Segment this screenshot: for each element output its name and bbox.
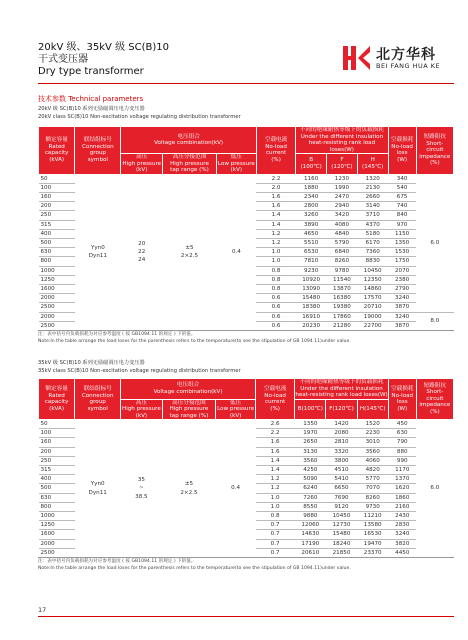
noload-current-cell: 1.6: [256, 202, 295, 211]
noload-current-cell: 0.8: [256, 284, 295, 293]
th-b: B (100℃): [296, 154, 327, 175]
loss-h-cell: 8830: [357, 257, 388, 266]
logo-cn-text: 北方华科: [376, 47, 436, 63]
group-cell: Yyn0 Dyn11: [75, 174, 121, 330]
loss-h-cell: 9730: [357, 502, 388, 511]
loss-h-cell: 2660: [357, 192, 388, 201]
loss-f-cell: 21280: [327, 321, 358, 330]
hv-cell: 35 ~ 38.5: [121, 420, 162, 558]
loss-f-cell: 6650: [326, 484, 357, 493]
noload-loss-cell: 3240: [388, 530, 416, 539]
loss-h-cell: 4060: [357, 456, 388, 465]
loss-b-cell: 20230: [296, 321, 327, 330]
capacity-cell: 400: [39, 229, 75, 238]
loss-h-cell: 19470: [357, 539, 388, 548]
loss-h-cell: 12350: [357, 275, 388, 284]
loss-f-cell: 4080: [327, 220, 358, 229]
noload-loss-cell: 2430: [388, 512, 416, 521]
table1-body: [39, 174, 454, 330]
loss-f-cell: 1990: [327, 183, 358, 192]
noload-current-cell: 1.6: [256, 438, 295, 447]
noload-current-cell: 2.2: [256, 174, 295, 183]
loss-b-cell: 1350: [295, 420, 326, 429]
loss-h-cell: 23370: [357, 548, 388, 557]
noload-loss-cell: 1370: [388, 475, 416, 484]
noload-loss-cell: 990: [388, 456, 416, 465]
loss-h-cell: 16530: [357, 530, 388, 539]
loss-b-cell: 6530: [296, 248, 327, 257]
loss-f-cell: 9780: [327, 266, 358, 275]
loss-b-cell: 3890: [296, 220, 327, 229]
impedance-cell: 6.0: [416, 174, 453, 312]
loss-h-cell: 3140: [357, 202, 388, 211]
th2-lv: 低压 Low pressure (kV): [217, 399, 255, 419]
loss-b-cell: 7260: [295, 493, 326, 502]
noload-loss-cell: 3820: [388, 539, 416, 548]
loss-b-cell: 10920: [296, 275, 327, 284]
th-hv: 高压 High pressure (kV): [122, 154, 162, 173]
capacity-cell: 2500: [39, 321, 75, 330]
table-row: [39, 420, 454, 429]
noload-loss-cell: 2790: [388, 284, 416, 293]
loss-f-cell: 21850: [326, 548, 357, 557]
capacity-cell: 400: [39, 475, 75, 484]
th-tap: 高压分接范围 High pressure tap range (%): [163, 154, 217, 175]
noload-loss-cell: 675: [388, 192, 416, 201]
table1-subtitle-cn: 20kV 级 SC(B)10 系列无励磁调压电力变压器: [38, 106, 145, 112]
capacity-cell: 1250: [39, 521, 75, 530]
loss-b-cell: 12060: [295, 521, 326, 530]
table-row: [39, 174, 454, 183]
loss-h-cell: 3560: [357, 447, 388, 456]
table2-note-cn: 注：表中括号内负载损耗为对应参考温度 ( 按 GB1094.11 的规定 ) 下的值。: [38, 559, 196, 564]
capacity-cell: 630: [39, 493, 75, 502]
loss-h-cell: 20710: [357, 303, 388, 312]
loss-b-cell: 1160: [296, 174, 327, 183]
capacity-cell: 500: [39, 484, 75, 493]
company-logo: [342, 44, 454, 74]
loss-h-cell: 3010: [357, 438, 388, 447]
th2-load-loss: 不同的绝缘耐热等级下的负载损耗 Under the different insulation heat-resisting rank load loses(W): [295, 379, 388, 398]
impedance-cell: 6.0: [416, 420, 453, 558]
th-group: 联结组标号 Connection group symbol: [75, 127, 121, 175]
hk-logo-icon: [342, 44, 372, 72]
loss-h-cell: 2230: [357, 429, 388, 438]
table2-header: [39, 379, 454, 420]
loss-b-cell: 2340: [296, 192, 327, 201]
th2-impedance: 短路阻抗 Short- circuit impedance (%): [416, 379, 453, 420]
noload-loss-cell: 540: [388, 183, 416, 192]
loss-h-cell: 6170: [357, 238, 388, 247]
hv-cell: 20 22 24: [121, 174, 163, 330]
noload-current-cell: 1.2: [256, 238, 295, 247]
logo-en-text: BEI FANG HUA KE: [376, 62, 441, 70]
noload-current-cell: 0.7: [256, 539, 295, 548]
loss-h-cell: 4370: [357, 220, 388, 229]
noload-current-cell: 0.7: [256, 548, 295, 557]
loss-h-cell: 7360: [357, 248, 388, 257]
loss-h-cell: 2130: [357, 183, 388, 192]
loss-f-cell: 3420: [327, 211, 358, 220]
capacity-cell: 1600: [39, 530, 75, 539]
noload-current-cell: 0.6: [256, 312, 295, 321]
loss-f-cell: 17860: [327, 312, 358, 321]
loss-h-cell: 14860: [357, 284, 388, 293]
capacity-cell: 250: [39, 211, 75, 220]
loss-h-cell: 17570: [357, 294, 388, 303]
loss-b-cell: 16910: [296, 312, 327, 321]
th2-voltage: 电压组合 Voltage combination(kV): [121, 379, 256, 400]
loss-b-cell: 2800: [296, 202, 327, 211]
loss-h-cell: 5180: [357, 229, 388, 238]
loss-h-cell: 8260: [357, 493, 388, 502]
noload-current-cell: 1.4: [256, 456, 295, 465]
noload-loss-cell: 840: [388, 211, 416, 220]
table1-header: [39, 127, 454, 175]
capacity-cell: 100: [39, 429, 75, 438]
noload-loss-cell: 450: [388, 420, 416, 429]
th-noload-current: 空载电流 No-load current (%): [256, 127, 295, 175]
noload-loss-cell: 1350: [388, 238, 416, 247]
noload-loss-cell: 2070: [388, 266, 416, 275]
loss-b-cell: 6240: [295, 484, 326, 493]
title-line-3: Dry type transformer: [38, 66, 144, 77]
noload-loss-cell: 3240: [388, 294, 416, 303]
loss-b-cell: 9880: [295, 512, 326, 521]
capacity-cell: 2000: [39, 312, 75, 321]
th-f: F (120℃): [327, 154, 358, 175]
th2-tap: 高压分接范围 High pressure tap range (%): [162, 399, 216, 420]
loss-f-cell: 9120: [326, 502, 357, 511]
th2-h: H(145℃): [357, 399, 388, 420]
th2-noload-loss: 空载损耗 No-load loss (W): [388, 379, 416, 420]
loss-f-cell: 11540: [327, 275, 358, 284]
capacity-cell: 200: [39, 447, 75, 456]
impedance-cell: 8.0: [416, 312, 453, 330]
loss-h-cell: 11210: [357, 512, 388, 521]
capacity-cell: 800: [39, 502, 75, 511]
table1-subtitle-en: 20kV class SC(B)10 Non-excitation voltage regulating distribution transformer: [38, 114, 241, 120]
loss-f-cell: 18240: [326, 539, 357, 548]
noload-loss-cell: 1620: [388, 484, 416, 493]
noload-loss-cell: 1530: [388, 248, 416, 257]
loss-h-cell: 5770: [357, 475, 388, 484]
noload-current-cell: 0.6: [256, 294, 295, 303]
noload-current-cell: 1.4: [256, 220, 295, 229]
th2-capacity: 额定容量 Rated capacity (kVA): [39, 379, 75, 420]
loss-b-cell: 2650: [295, 438, 326, 447]
loss-h-cell: 22700: [357, 321, 388, 330]
loss-b-cell: 7810: [296, 257, 327, 266]
loss-f-cell: 2810: [326, 438, 357, 447]
noload-loss-cell: 1860: [388, 493, 416, 502]
title-line-1: 20kV 级、35kV 级 SC(B)10: [38, 42, 169, 53]
capacity-cell: 315: [39, 220, 75, 229]
noload-loss-cell: 3240: [388, 312, 416, 321]
table2: [38, 378, 454, 557]
noload-current-cell: 1.0: [256, 493, 295, 502]
noload-current-cell: 1.2: [256, 475, 295, 484]
footer-divider: [38, 616, 454, 617]
lv-cell: 0.4: [216, 420, 256, 558]
noload-current-cell: 0.7: [256, 521, 295, 530]
noload-current-cell: 0.7: [256, 530, 295, 539]
loss-f-cell: 4840: [327, 229, 358, 238]
loss-b-cell: 18380: [296, 303, 327, 312]
loss-h-cell: 1320: [357, 174, 388, 183]
capacity-cell: 2000: [39, 294, 75, 303]
th2-hv: 高压 High pressure (kV): [122, 399, 161, 419]
loss-b-cell: 14630: [295, 530, 326, 539]
capacity-cell: 1000: [39, 512, 75, 521]
noload-current-cell: 0.8: [256, 266, 295, 275]
noload-current-cell: 1.6: [256, 447, 295, 456]
loss-f-cell: 15480: [326, 530, 357, 539]
loss-f-cell: 13870: [327, 284, 358, 293]
loss-b-cell: 3560: [295, 456, 326, 465]
noload-loss-cell: 880: [388, 447, 416, 456]
capacity-cell: 315: [39, 466, 75, 475]
loss-f-cell: 3320: [326, 447, 357, 456]
table1-note-cn: 注：表中括号内负载损耗为对应参考温度 ( 按 GB1094.11 的规定 ) 下的值。: [38, 332, 196, 337]
lv-cell: 0.4: [216, 174, 256, 330]
loss-b-cell: 9230: [296, 266, 327, 275]
th-load-loss: 不同的绝缘耐热等级下的负载损耗 Under the different insulation heat-resisting rank load loses(W): [296, 127, 388, 154]
capacity-cell: 160: [39, 192, 75, 201]
loss-f-cell: 4510: [326, 466, 357, 475]
group-cell: Yyn0 Dyn11: [75, 420, 121, 558]
loss-h-cell: 13580: [357, 521, 388, 530]
title-line-2: 干式变压器: [38, 54, 88, 65]
noload-loss-cell: 1150: [388, 229, 416, 238]
capacity-cell: 50: [39, 174, 75, 183]
loss-b-cell: 13090: [296, 284, 327, 293]
th2-f: F(120℃): [326, 399, 357, 420]
noload-current-cell: 1.2: [256, 229, 295, 238]
loss-h-cell: 10450: [357, 266, 388, 275]
table1-note-en: Note:In the table arrange the load loses for the parenthesis refers to the temperature(to see the stipulation of GB 1094.11)under value.: [38, 339, 351, 344]
capacity-cell: 100: [39, 183, 75, 192]
noload-current-cell: 1.4: [256, 466, 295, 475]
loss-b-cell: 8550: [295, 502, 326, 511]
noload-loss-cell: 340: [388, 174, 416, 183]
noload-current-cell: 1.4: [256, 211, 295, 220]
noload-current-cell: 1.0: [256, 502, 295, 511]
noload-current-cell: 2.0: [256, 183, 295, 192]
loss-f-cell: 5410: [326, 475, 357, 484]
loss-b-cell: 3260: [296, 211, 327, 220]
noload-loss-cell: 740: [388, 202, 416, 211]
capacity-cell: 500: [39, 238, 75, 247]
table2-body: [39, 420, 454, 558]
loss-f-cell: 19380: [327, 303, 358, 312]
loss-h-cell: 19000: [357, 312, 388, 321]
noload-loss-cell: 2830: [388, 521, 416, 530]
noload-loss-cell: 790: [388, 438, 416, 447]
noload-loss-cell: 970: [388, 220, 416, 229]
table2-subtitle-cn: 35kV 级 SC(B)10 系列无励磁调压电力变压器: [38, 360, 145, 366]
capacity-cell: 1600: [39, 284, 75, 293]
loss-b-cell: 1970: [295, 429, 326, 438]
loss-h-cell: 1520: [357, 420, 388, 429]
table2-bottom-rule: [38, 557, 454, 558]
loss-h-cell: 3710: [357, 211, 388, 220]
loss-f-cell: 2940: [327, 202, 358, 211]
loss-f-cell: 12730: [326, 521, 357, 530]
loss-f-cell: 2080: [326, 429, 357, 438]
th-h: H (145℃): [357, 154, 388, 175]
noload-current-cell: 0.8: [256, 275, 295, 284]
table2-note-en: Note:In the table arrange the load loses for the parenthesis refers to the temperature(to see the stipulation of GB 1094.11)under value.: [38, 566, 351, 571]
noload-current-cell: 0.6: [256, 303, 295, 312]
capacity-cell: 1250: [39, 275, 75, 284]
loss-h-cell: 7070: [357, 484, 388, 493]
noload-loss-cell: 2380: [388, 275, 416, 284]
loss-b-cell: 4650: [296, 229, 327, 238]
capacity-cell: 160: [39, 438, 75, 447]
noload-current-cell: 1.2: [256, 484, 295, 493]
capacity-cell: 800: [39, 257, 75, 266]
noload-current-cell: 1.0: [256, 248, 295, 257]
noload-loss-cell: 2160: [388, 502, 416, 511]
loss-f-cell: 1230: [327, 174, 358, 183]
section-title: 技术参数 Technical parameters: [38, 95, 144, 103]
loss-f-cell: 16380: [327, 294, 358, 303]
noload-current-cell: 2.2: [256, 429, 295, 438]
page-number: 17: [38, 606, 47, 614]
noload-loss-cell: 630: [388, 429, 416, 438]
capacity-cell: 200: [39, 202, 75, 211]
th2-noload-current: 空载电流 No-load current (%): [256, 379, 295, 420]
loss-b-cell: 15480: [296, 294, 327, 303]
noload-current-cell: 0.6: [256, 321, 295, 330]
noload-current-cell: 1.6: [256, 192, 295, 201]
capacity-cell: 50: [39, 420, 75, 429]
tap-cell: ±5 2×2.5: [163, 174, 217, 330]
noload-loss-cell: 4450: [388, 548, 416, 557]
loss-f-cell: 3800: [326, 456, 357, 465]
loss-f-cell: 5790: [327, 238, 358, 247]
page-header: [38, 42, 169, 78]
capacity-cell: 1000: [39, 266, 75, 275]
th-noload-loss: 空载损耗 No-load loss (W): [388, 127, 416, 175]
loss-f-cell: 6840: [327, 248, 358, 257]
th-voltage: 电压组合 Voltage combination(kV): [121, 127, 256, 154]
th-capacity: 额定容量 Rated capacity (kVA): [39, 127, 75, 175]
loss-f-cell: 7690: [326, 493, 357, 502]
capacity-cell: 630: [39, 248, 75, 257]
loss-b-cell: 1880: [296, 183, 327, 192]
noload-current-cell: 2.6: [256, 420, 295, 429]
loss-f-cell: 8260: [327, 257, 358, 266]
loss-h-cell: 4820: [357, 466, 388, 475]
capacity-cell: 2000: [39, 539, 75, 548]
noload-loss-cell: 3870: [388, 303, 416, 312]
loss-b-cell: 5090: [295, 475, 326, 484]
loss-f-cell: 2470: [327, 192, 358, 201]
loss-f-cell: 10450: [326, 512, 357, 521]
th2-b: B(100℃): [295, 399, 326, 420]
th2-group: 联结组标号 Connection group symbol: [75, 379, 121, 420]
loss-b-cell: 5510: [296, 238, 327, 247]
noload-loss-cell: 1170: [388, 466, 416, 475]
table1: [38, 126, 454, 330]
noload-current-cell: 0.8: [256, 512, 295, 521]
noload-loss-cell: 3870: [388, 321, 416, 330]
loss-b-cell: 20610: [295, 548, 326, 557]
table2-subtitle-en: 35kV class SC(B)10 Non-excitation voltage regulating distribution transformer: [38, 368, 241, 374]
noload-current-cell: 1.0: [256, 257, 295, 266]
capacity-cell: 250: [39, 456, 75, 465]
tap-cell: ±5 2×2.5: [162, 420, 216, 558]
loss-b-cell: 17190: [295, 539, 326, 548]
header-divider: [38, 83, 454, 84]
table1-bottom-rule: [38, 330, 454, 331]
loss-b-cell: 3130: [295, 447, 326, 456]
th-impedance: 短路阻抗 Short- circuit impedance (%): [416, 127, 453, 175]
loss-f-cell: 1420: [326, 420, 357, 429]
noload-loss-cell: 1750: [388, 257, 416, 266]
capacity-cell: 2500: [39, 548, 75, 557]
loss-b-cell: 4250: [295, 466, 326, 475]
capacity-cell: 2500: [39, 303, 75, 312]
th-lv: 低压 Low pressure (kV): [217, 154, 255, 173]
